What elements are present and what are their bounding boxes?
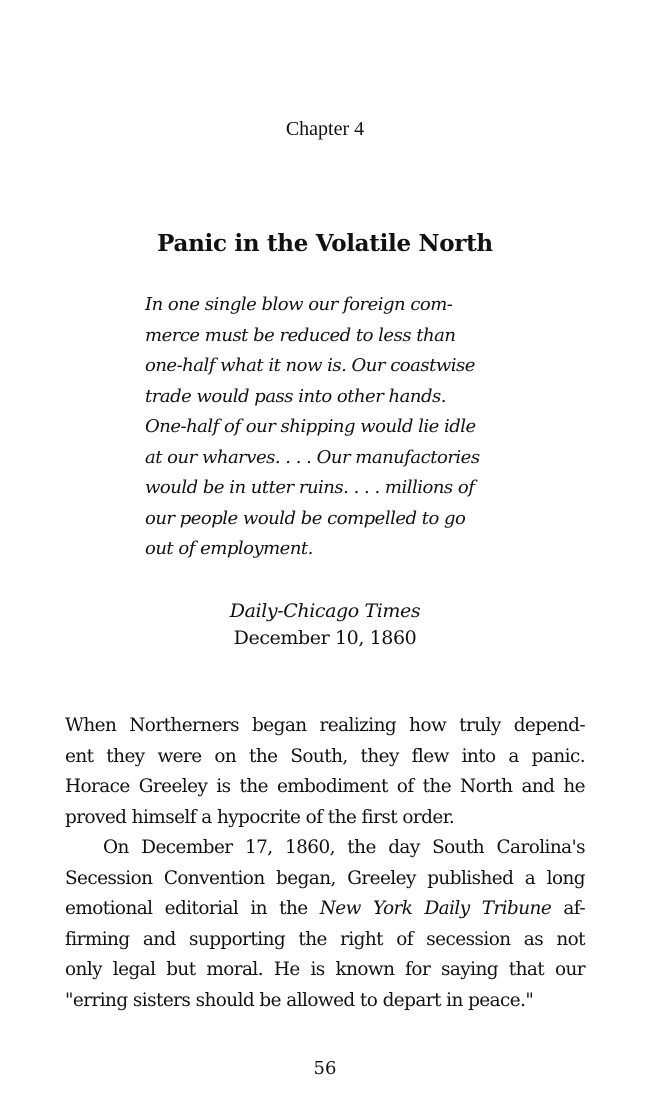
body-line: firming and supporting the right of secession as not <box>65 928 585 950</box>
body-text-segment: af- <box>551 898 586 919</box>
epigraph-line: In one single blow our foreign com- <box>145 294 453 315</box>
body-line: Horace Greeley is the embodiment of the North and he <box>65 776 585 797</box>
body-line: Secession Convention began, Greeley published a long <box>65 867 585 889</box>
body-line: only legal but moral. He is known for saying that our <box>65 959 585 980</box>
chapter-title: Panic in the Volatile North <box>157 230 493 257</box>
epigraph-line: would be in utter ruins. . . . millions of <box>145 477 475 498</box>
attribution-source: Daily-Chicago Times <box>229 600 421 622</box>
body-text-segment: emotional editorial in the <box>65 898 320 919</box>
body-line: ent they were on the South, they flew into a panic. <box>65 745 585 767</box>
body-line: proved himself a hypocrite of the first order. <box>65 806 455 828</box>
epigraph-line: out of employment. <box>145 538 313 559</box>
paragraph-1 <box>65 711 585 833</box>
body-text <box>65 711 585 1016</box>
newspaper-title: New York Daily Tribune <box>319 898 552 919</box>
epigraph-line: our people would be compelled to go <box>145 507 466 529</box>
body-line-with-italic <box>65 894 585 925</box>
epigraph-line: merce must be reduced to less than <box>145 324 456 346</box>
body-line: When Northerners began realizing how truly depend- <box>65 715 585 736</box>
epigraph-quote <box>145 290 525 565</box>
paragraph-2 <box>65 833 585 1016</box>
epigraph-attribution <box>0 598 650 652</box>
body-line: On December 17, 1860, the day South Carolina's <box>103 837 585 858</box>
epigraph-line: One-half of our shipping would lie idle <box>145 416 476 437</box>
attribution-date: December 10, 1860 <box>233 627 417 649</box>
body-line: "erring sisters should be allowed to depart in peace." <box>65 989 534 1011</box>
epigraph-line: at our wharves. . . . Our manufactories <box>145 446 480 468</box>
page-number: 56 <box>313 1058 337 1079</box>
chapter-label: Chapter 4 <box>285 118 365 140</box>
epigraph-line: one-half what it now is. Our coastwise <box>145 355 475 376</box>
epigraph-line: trade would pass into other hands. <box>145 385 446 407</box>
